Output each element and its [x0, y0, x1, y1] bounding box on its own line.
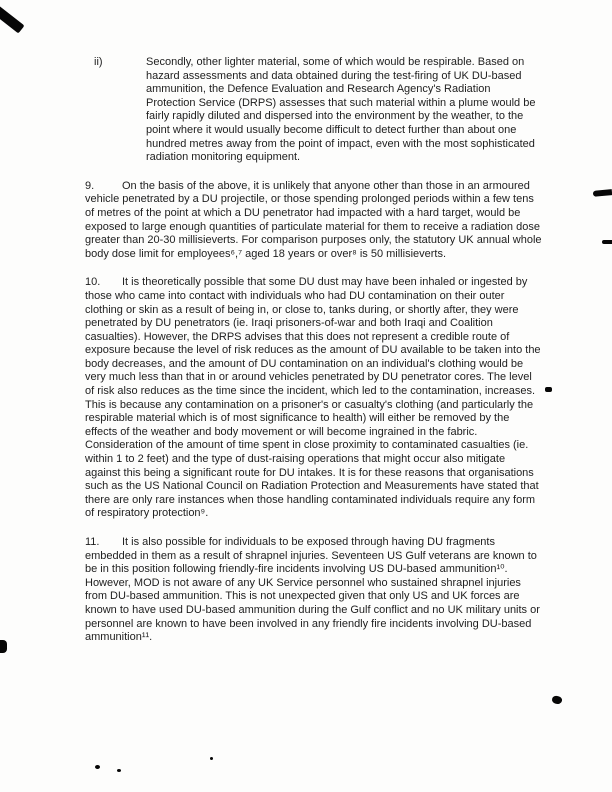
paragraph-9-text: On the basis of the above, it is unlikely that anyone other than those in an armoured vehicle penetrated by a DU projectile, or those spending prolonged periods within a few tens of metres of the point at which a DU penetrator had impacted with a hard target, would be exposed to large enough quantities of particulate material for them to receive a radiation dose greater than 20-30 millisieverts. For comparison purposes only, the statutory UK annual whole body dose limit for employees⁶,⁷ aged 18 years or over⁸ is 50 millisieverts. [85, 179, 542, 260]
paragraph-11-number: 11. [85, 536, 100, 548]
paragraph-11-text: It is also possible for individuals to be exposed through having DU fragments embedded in them as a result of shrapnel injuries. Seventeen US Gulf veterans are known to be in this position following friendly-fire incidents involving US DU-based ammunition¹⁰. However, MOD is not aware of any UK Service personnel who sustained shrapnel injuries from DU-based ammunition. This is not unexpected given that only US and UK forces are known to have used DU-based ammunition during the Gulf conflict and no UK military units or personnel are known to have been involved in any friendly fire incidents involving DU-based ammunition¹¹. [85, 536, 540, 644]
paragraph-11 [85, 536, 542, 645]
paragraph-10-number: 10. [85, 276, 101, 289]
scan-artifact-right-dash [593, 189, 612, 197]
scan-artifact-right-blob [551, 695, 563, 705]
list-item-label: ii) [94, 56, 103, 68]
paragraph-10-text: It is theoretically possible that some DU dust may have been inhaled or ingested by those who came into contact with individuals who had DU contamination on their outer clothing or skin as a result of being in, or close to, tanks during, or shortly after, they were penetrated by DU penetrators (ie. Iraqi prisoners-of-war and both Iraqi and Coalition casualties). However, the DRPS advises that this does not represent a credible route of exposure because the level of risk reduces as the amount of DU available to be taken into the body decreases, and the amount of DU contamination on an individual's clothing would be very much less than that in or around vehicles penetrated by DU penetrator cores. The level of risk also reduces as the time since the incident, which led to the contamination, increases. This is because any contamination on a prisoner's or casualty's clothing (and particularly the respirable material which is of most significance to health) will either be removed by the effects of the weather and body movement or will become ingrained in the fabric. Consideration of the amount of time spent in close proximity to contaminated casualties (ie. within 1 to 2 feet) and the type of dust-raising operations that might occur also mitigate against this being a significant route for DU intakes. It is for these reasons that organisations such as the US National Council on Radiation Protection and Measurements have stated that there are only rare instances when those handling contaminated individuals require any form of respiratory protection⁹. [85, 276, 541, 520]
scan-artifact-speck [210, 757, 213, 760]
paragraph-9-number: 9. [85, 179, 95, 192]
scan-artifact-speck [117, 769, 121, 772]
document-page [85, 56, 542, 660]
paragraph-9 [85, 180, 542, 262]
scan-artifact-speck [95, 765, 100, 769]
paragraph-10 [85, 276, 542, 521]
scan-artifact-mid-blot [545, 387, 552, 392]
list-item-text: Secondly, other lighter material, some of which would be respirable. Based on hazard assessments and data obtained during the test-firing of UK DU-based ammunition, the Defence Evaluation and Research Agency's Radiation Protection Service (DRPS) assesses that such material within a plume would be fairly rapidly diluted and dispersed into the environment by the weather, to the point where it would usually become difficult to detect further than about one hundred metres away from the point of impact, even with the most sophisticated radiation monitoring equipment. [146, 56, 536, 164]
scan-artifact-left-blob [0, 640, 7, 653]
scan-artifact-right-dash-small [602, 240, 612, 244]
scan-artifact-corner-mark [0, 1, 25, 34]
list-item-ii [94, 56, 542, 165]
